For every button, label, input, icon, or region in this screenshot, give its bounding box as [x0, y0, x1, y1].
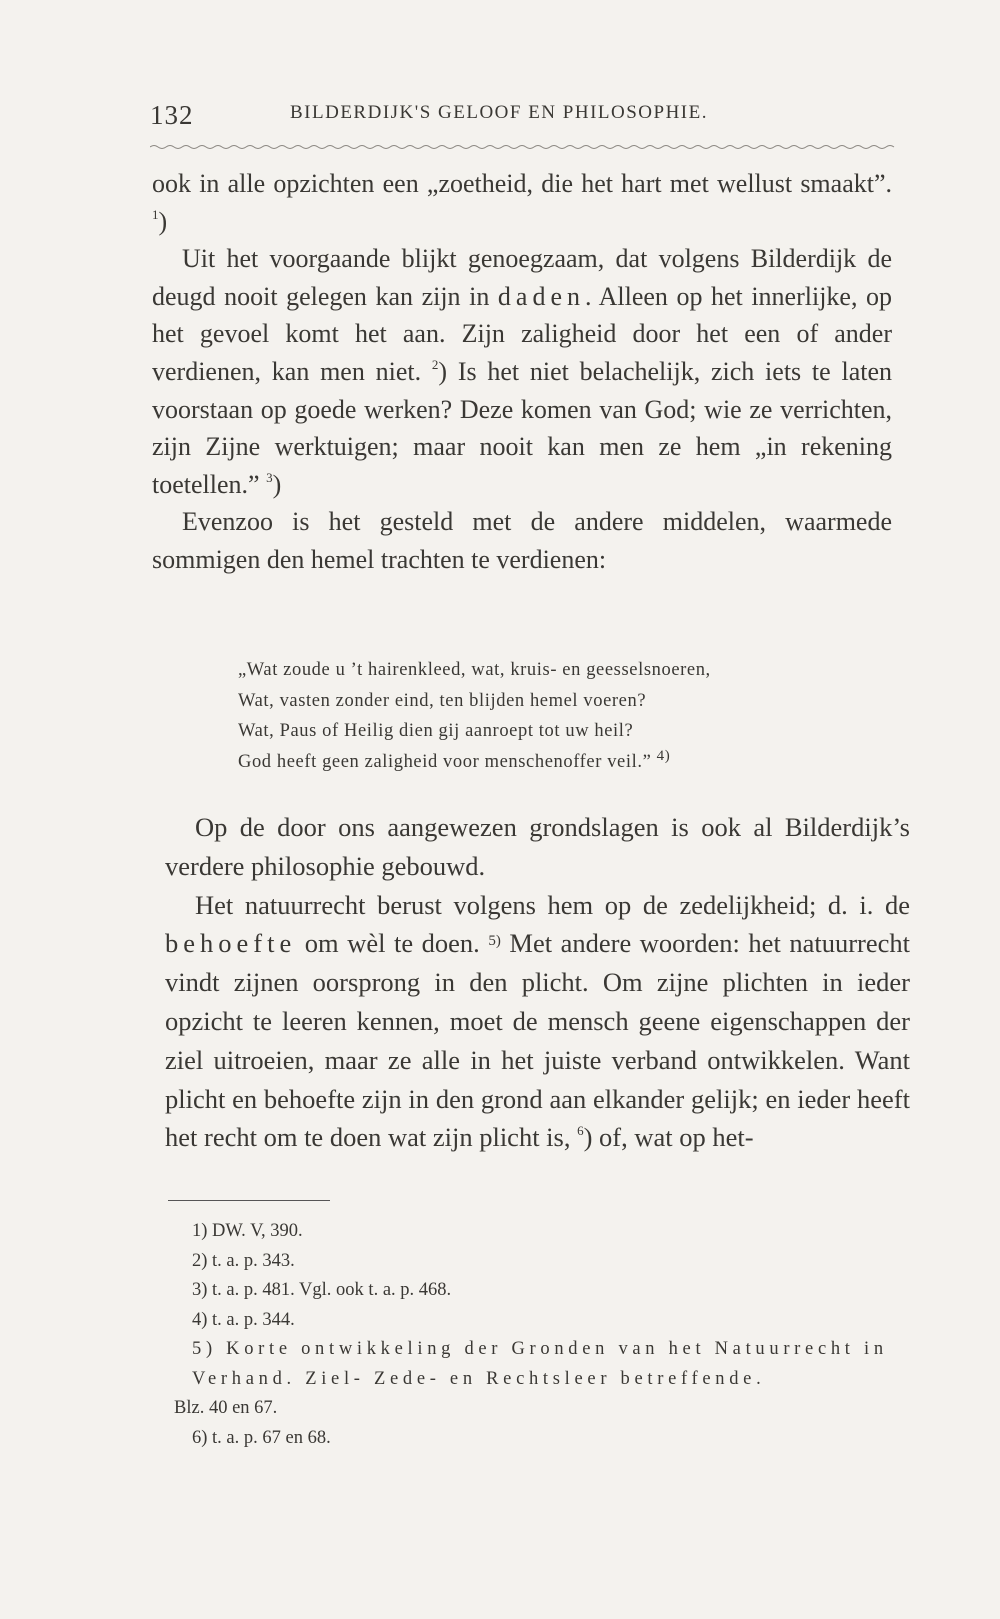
paragraph-5-text-b: om wèl te doen. — [304, 928, 480, 959]
header-wavy-rule — [150, 142, 895, 150]
footnote-3: 3) t. a. p. 481. Vgl. ook t. a. p. 468. — [192, 1280, 452, 1300]
footnote-2: 2) t. a. p. 343. — [192, 1250, 295, 1271]
paragraph-2-text-b: . Alleen op het innerlijke, op het gevoel komt het aan. Zijn zaligheid door het een of ander verdienen, kan men niet. — [152, 281, 893, 386]
footnote-ref-5: 5) — [488, 933, 501, 950]
paragraph-5-text-d: ) of, wat op het- — [583, 1122, 754, 1153]
paragraph-1 — [152, 165, 892, 240]
page-header — [150, 92, 890, 132]
paragraph-2-text-a: Uit het voorgaande blijkt genoegzaam, dat volgens Bilderdijk de deugd nooit gelegen kan zijn in — [152, 244, 892, 311]
footnote-6: 6) t. a. p. 67 en 68. — [192, 1427, 331, 1448]
paragraph-1-text: ook in alle opzichten een „zoetheid, die het hart met wellust smaakt”. — [152, 169, 892, 198]
footnote-ref-3: 3 — [266, 469, 273, 485]
verse-quotation — [238, 655, 888, 777]
paragraph-5 — [165, 886, 910, 1158]
paragraph-1-close: ) — [158, 206, 168, 236]
footnote-ref-2: 2 — [431, 356, 439, 372]
paragraph-2-text-c: ) Is het niet belachelijk, zich iets te laten voorstaan op goede werken? Deze komen van God; wie ze verrichten, zijn Zijne werktuigen; maar nooit kan men ze hem „in rekening toetellen.” — [152, 356, 892, 499]
verse-line-last — [238, 747, 888, 778]
verse-line: Wat, Paus of Heilig dien gij aanroept tot uw heil? — [238, 721, 634, 741]
footnote-ref-4: 4) — [656, 747, 671, 764]
paragraph-2 — [152, 240, 892, 503]
page-number: 132 — [150, 100, 194, 130]
footnote-5: 5) Korte ontwikkeling der Gronden van het Natuurrecht in Verhand. Ziel- Zede- en Rechtsleer betreffende. — [192, 1339, 888, 1389]
verse-line: Wat, vasten zonder eind, ten blijden hemel voeren? — [238, 690, 647, 711]
verse-line-text: God heeft geen zaligheid voor menschenoffer veil.” — [238, 751, 652, 772]
footnote-5-continuation: Blz. 40 en 67. — [174, 1398, 278, 1418]
body-text-upper — [152, 165, 892, 579]
spaced-word-daden: daden — [497, 281, 585, 311]
paragraph-5-text-a: Het natuurrecht berust volgens hem op de zedelijkheid; d. i. de — [195, 889, 910, 920]
footnotes — [174, 1217, 922, 1453]
footnote-divider — [168, 1200, 330, 1201]
spaced-word-behoefte: behoefte — [165, 928, 297, 959]
paragraph-5-text-c: Met andere woorden: het natuurrecht vindt zijnen oorsprong in den plicht. Om zijne plichten in ieder opzicht te leeren kennen, moet de mensch geene eigenschappen der ziel uitroeien, maar ze alle in het juiste verband ontwikkelen. Want plicht en behoefte zijn in den grond aan elkander gelijk; en ieder heeft het recht om te doen wat zijn plicht is, — [165, 928, 911, 1153]
footnote-1: 1) DW. V, 390. — [192, 1221, 303, 1241]
footnote-4: 4) t. a. p. 344. — [192, 1309, 295, 1330]
body-text-lower — [165, 808, 910, 1157]
running-title: BILDERDIJK'S GELOOF EN PHILOSOPHIE. — [290, 102, 708, 123]
verse-line: „Wat zoude u ’t hairenkleed, wat, kruis- en geesselsnoeren, — [238, 660, 711, 680]
paragraph-3: Evenzoo is het gesteld met de andere middelen, waarmede sommigen den hemel trachten te verdienen: — [152, 507, 892, 574]
footnote-ref-1: 1 — [152, 206, 159, 222]
footnote-ref-6: 6 — [577, 1123, 584, 1139]
paragraph-4: Op de door ons aangewezen grondslagen is ook al Bilderdijk’s verdere philosophie gebouwd. — [165, 812, 910, 881]
paragraph-2-close: ) — [272, 469, 282, 499]
